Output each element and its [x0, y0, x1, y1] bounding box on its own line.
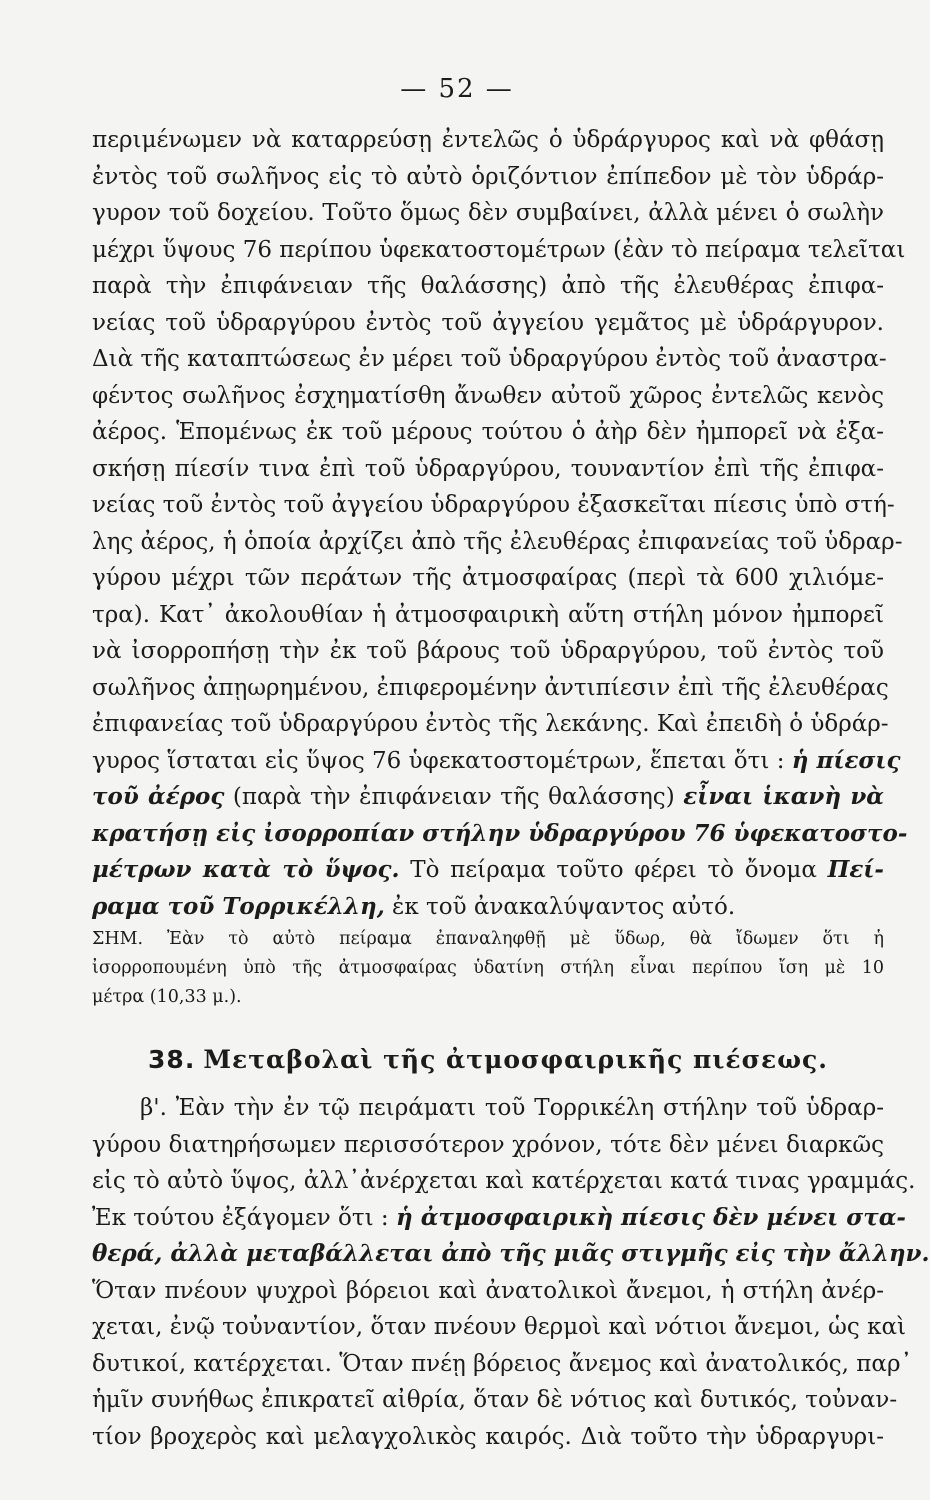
text-run: χεται, ἐνῷ τοὐναντίον, ὅταν πνέουν θερμοὶ καὶ νότιοι ἄνεμοι, ὡς καὶ	[92, 1314, 907, 1340]
text-line	[92, 378, 884, 415]
note-line	[92, 925, 884, 954]
text-line	[92, 232, 906, 269]
text-run: γυρος ἵσταται εἰς ὕψος 76 ὑφεκατοστομέτρων, ἕπεται ὅτι :	[92, 747, 785, 774]
text-line	[92, 122, 884, 159]
text-line	[92, 706, 889, 743]
text-run: Ὅταν πνέουν ψυχροὶ βόρειοι καὶ ἀνατολικοὶ ἄνεμοι, ἡ στήλη ἀνέρ-	[92, 1277, 884, 1304]
text-run: ἐντὸς τοῦ σωλῆνος εἰς τὸ αὐτὸ ὁριζόντιον ἐπίπεδον μὲ τὸν ὑδράρ-	[92, 163, 884, 190]
section-number: 38.	[148, 1045, 196, 1074]
text-run: δυτικοί, κατέρχεται. Ὅταν πνέῃ βόρειος ἄνεμος καὶ ἀνατολικός, παρ᾽	[92, 1350, 912, 1377]
text-run: νείας τοῦ ὑδραργύρου ἐντὸς τοῦ ἀγγείου γεμᾶτος μὲ ὑδράργυρον.	[92, 309, 884, 336]
emphasis-run: τοῦ ἀέρος	[92, 783, 225, 810]
text-line	[92, 633, 884, 670]
text-line	[92, 195, 884, 232]
emphasis-run: ἡ πίεσις	[791, 746, 901, 774]
text-line	[92, 451, 884, 488]
text-line	[92, 1090, 884, 1127]
text-line	[92, 524, 903, 561]
text-line	[92, 341, 887, 378]
text-run: γυρον τοῦ δοχείου. Τοῦτο ὅμως δὲν συμβαίνει, ἀλλὰ μένει ὁ σωλὴν	[92, 200, 884, 226]
note-text: ἰσορροπουμένη ὑπὸ τῆς ἀτμοσφαίρας ὑδατίνη στήλη εἶναι περίπου ἴση μὲ 10	[92, 958, 884, 978]
emphasis-run: εἶναι ἱκανὴ νὰ	[683, 783, 884, 810]
text-run: φέντος σωλῆνος ἐσχηματίσθη ἄνωθεν αὐτοῦ χῶρος ἐντελῶς κενὸς	[92, 382, 884, 409]
text-line	[92, 852, 884, 889]
text-line	[92, 305, 884, 342]
text-run: ἀέρος. Ἑπομένως ἐκ τοῦ μέρους τούτου ὁ ἀὴρ δὲν ἠμπορεῖ νὰ ἐξα-	[92, 419, 884, 445]
page-body	[92, 122, 930, 1455]
note-line	[92, 983, 884, 1012]
page-number: — 52 —	[400, 74, 514, 104]
text-line	[92, 1163, 916, 1200]
paragraph-1	[92, 122, 906, 779]
note-text: ΣΗΜ. Ἐὰν τὸ αὐτὸ πείραμα ἐπαναληφθῇ μὲ ὕδωρ, θὰ ἴδωμεν ὅτι ἡ	[92, 929, 884, 949]
text-run: σκήσῃ πίεσίν τινα ἐπὶ τοῦ ὑδραργύρου, τουναντίον ἐπὶ τῆς ἐπιφα-	[92, 455, 884, 482]
text-line	[92, 1200, 906, 1237]
text-line	[92, 1419, 884, 1456]
text-run: Διὰ τῆς καταπτώσεως ἐν μέρει τοῦ ὑδραργύρου ἐντὸς τοῦ ἀναστρα-	[92, 346, 887, 372]
section-title: Μεταβολαὶ τῆς ἀτμοσφαιρικῆς πιέσεως.	[203, 1045, 828, 1074]
text-line	[92, 268, 884, 305]
text-line	[92, 1236, 930, 1273]
text-run: Τὸ πείραμα τοῦτο φέρει τὸ ὄνομα	[399, 857, 828, 883]
text-run: (παρὰ τὴν ἐπιφάνειαν τῆς θαλάσσης)	[224, 784, 684, 810]
text-line	[92, 670, 889, 707]
text-run: νὰ ἰσορροπήσῃ τὴν ἐκ τοῦ βάρους τοῦ ὑδραργύρου, τοῦ ἐντὸς τοῦ	[92, 638, 884, 664]
text-run: ἡμῖν συνήθως ἐπικρατεῖ αἰθρία, ὅταν δὲ νότιος καὶ δυτικός, τοὐναν-	[92, 1387, 898, 1413]
text-line	[92, 1127, 884, 1164]
text-run: ἐκ τοῦ ἀνακαλύψαντος αὐτό.	[384, 893, 736, 920]
text-line	[92, 779, 884, 816]
text-run: τρα). Κατ᾽ ἀκολουθίαν ἡ ἀτμοσφαιρικὴ αὕτη στήλη μόνον ἠμπορεῖ	[92, 601, 884, 628]
emphasis-run: κρατήσῃ εἰς ἰσορροπίαν στήλην ὑδραργύρου 76 ὑφεκατοστο-	[92, 819, 908, 847]
text-run: περιμένωμεν νὰ καταρρεύσῃ ἐντελῶς ὁ ὑδράργυρος καὶ νὰ φθάσῃ	[92, 127, 884, 153]
text-line	[92, 889, 884, 926]
text-line	[92, 1309, 907, 1346]
text-run: σωλῆνος ἀπῃωρημένου, ἐπιφερομένην ἀντιπίεσιν ἐπὶ τῆς ἐλευθέρας	[92, 674, 889, 701]
emphasis-run: Πεί-	[827, 856, 884, 883]
text-run: γύρου μέχρι τῶν περάτων τῆς ἀτμοσφαίρας (περὶ τὰ 600 χιλιόμε-	[92, 565, 884, 591]
paragraph-2	[92, 1090, 930, 1455]
emphasis-run: ἡ ἀτμοσφαιρικὴ πίεσις δὲν μένει στα-	[395, 1203, 906, 1231]
text-line	[92, 159, 884, 196]
text-run: νείας τοῦ ἐντὸς τοῦ ἀγγείου ὑδραργύρου ἐξασκεῖται πίεσις ὑπὸ στή-	[92, 492, 895, 518]
emphasis-run: ραμα τοῦ Τορρικέλλη,	[92, 892, 385, 920]
text-run: β'. Ἐὰν τὴν ἐν τῷ πειράματι τοῦ Τορρικέλη στήλην τοῦ ὑδραρ-	[140, 1095, 884, 1121]
text-run: τίον βροχερὸς καὶ μελαγχολικὸς καιρός. Διὰ τοῦτο τὴν ὑδραργυρι-	[92, 1423, 884, 1450]
emphasis-run: μέτρων κατὰ τὸ ὕψος.	[92, 856, 400, 883]
text-run: εἰς τὸ αὐτὸ ὕψος, ἀλλ᾽ἀνέρχεται καὶ κατέρχεται κατά τινας γραμμάς.	[92, 1168, 916, 1194]
section-heading	[92, 1030, 884, 1090]
note-line	[92, 954, 884, 983]
text-run: λης ἀέρος, ἡ ὁποία ἀρχίζει ἀπὸ τῆς ἐλευθέρας ἐπιφανείας τοῦ ὑδραρ-	[92, 528, 903, 555]
text-run: παρὰ τὴν ἐπιφάνειαν τῆς θαλάσσης) ἀπὸ τῆς ἐλευθέρας ἐπιφα-	[92, 273, 884, 299]
text-line	[92, 1382, 898, 1419]
text-line	[92, 560, 884, 597]
text-run: ἐπιφανείας τοῦ ὑδραργύρου ἐντὸς τῆς λεκάνης. Καὶ ἐπειδὴ ὁ ὑδράρ-	[92, 711, 889, 737]
text-line	[92, 1346, 912, 1383]
text-line	[92, 597, 884, 634]
text-line	[92, 816, 908, 853]
text-run: μέχρι ὕψους 76 περίπου ὑφεκατοστομέτρων (ἐὰν τὸ πείραμα τελεῖται	[92, 236, 906, 263]
emphasis-run: θερά, ἀλλὰ μεταβάλλεται ἀπὸ τῆς μιᾶς στιγμῆς εἰς τὴν ἄλλην.	[92, 1240, 930, 1267]
text-line	[92, 743, 901, 780]
text-line	[92, 1273, 884, 1310]
footnote	[92, 925, 884, 1012]
note-text: μέτρα (10,33 μ.).	[92, 987, 242, 1007]
text-line	[92, 487, 895, 524]
text-run: Ἐκ τούτου ἐξάγομεν ὅτι :	[92, 1204, 396, 1231]
text-line	[92, 414, 884, 451]
text-run: γύρου διατηρήσωμεν περισσότερον χρόνον, τότε δὲν μένει διαρκῶς	[92, 1131, 884, 1158]
paragraph-1-continued	[92, 779, 908, 925]
